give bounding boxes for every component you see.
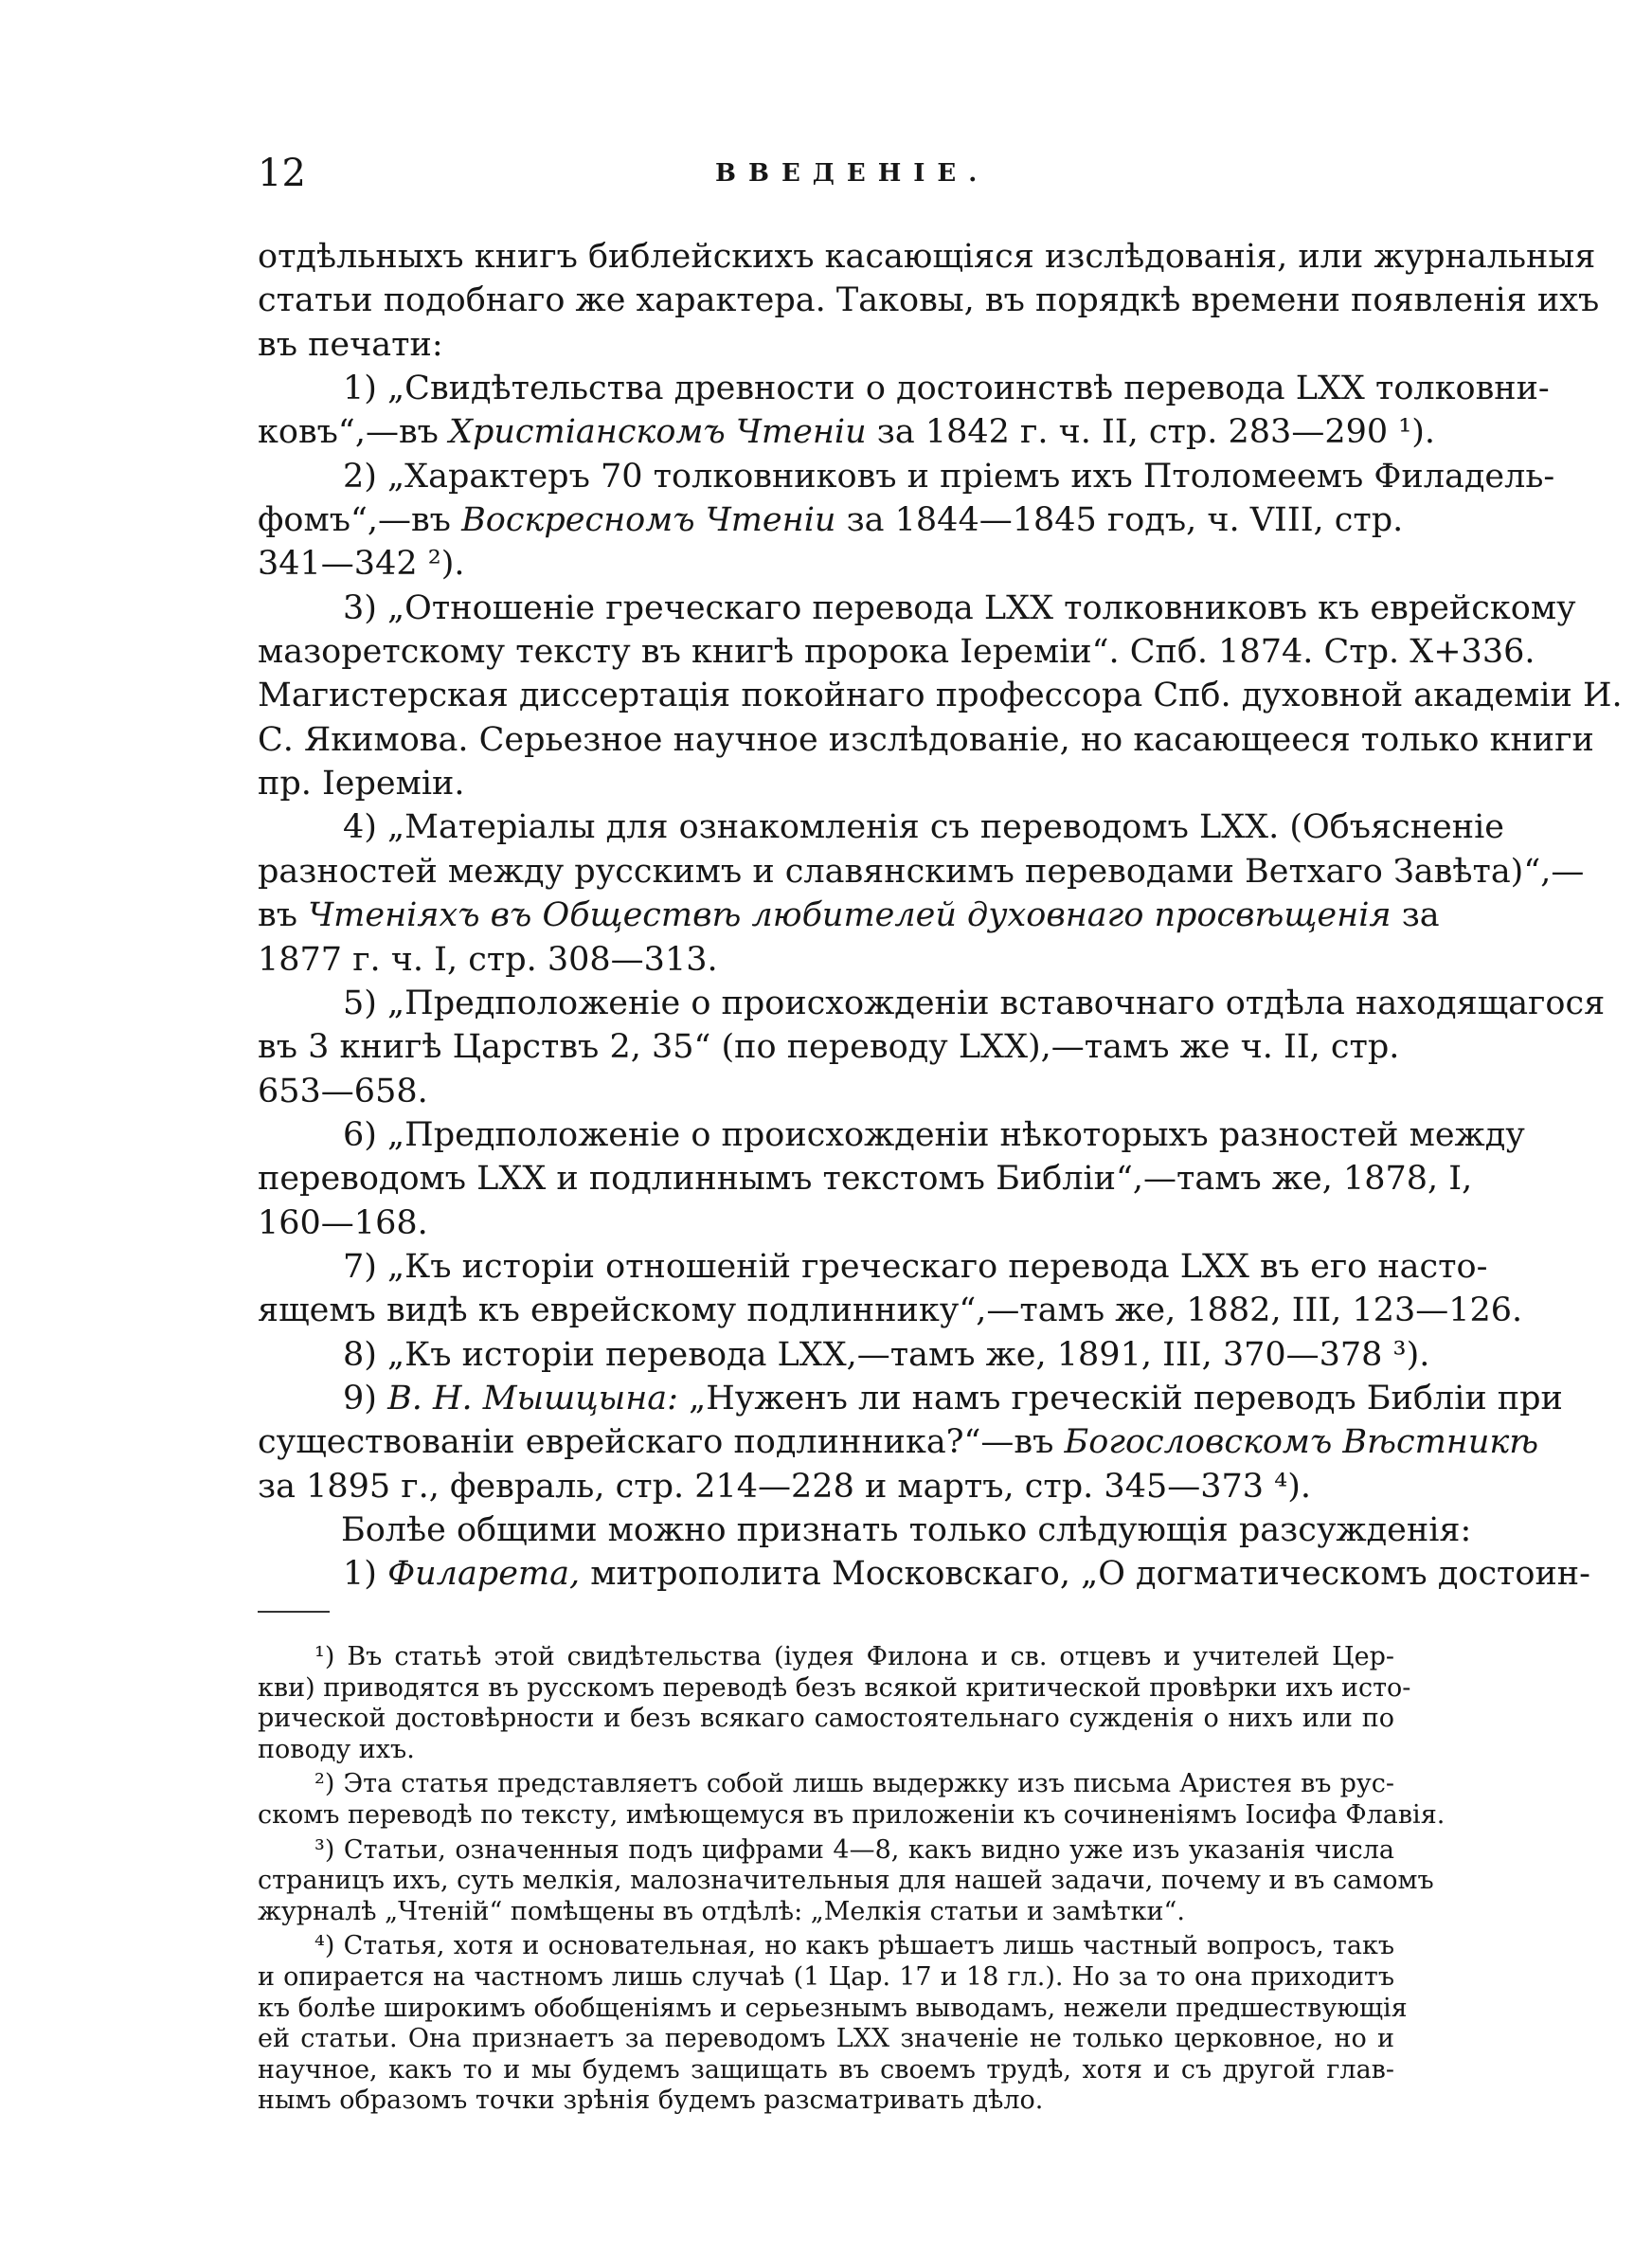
footnote-line: и опирается на частномъ лишь случаѣ (1 Цар. 17 и 18 гл.). Но за то она приходитъ (258, 1961, 1394, 1992)
journal-title: Чтеніяхъ въ Обществѣ любителей духовнаго просвѣщенія (308, 896, 1392, 935)
text-run: 9) (343, 1379, 388, 1417)
footnotes (258, 1642, 1446, 2117)
text-run: за 1842 г. ч. II, стр. 283—290 ¹). (866, 413, 1436, 452)
text-run: въ (258, 896, 309, 935)
text-line: 2) „Характеръ 70 толковниковъ и пріемъ ихъ Птоломеемъ Филадель- (343, 457, 1555, 496)
text-line: 5) „Предположеніе о происхожденіи вставочнаго отдѣла находящагося (343, 984, 1606, 1022)
text-run: митрополита Московскаго, „О догматическомъ достоин- (580, 1555, 1590, 1594)
text-run: 1) (343, 1555, 388, 1594)
footnote-line: страницъ ихъ, суть мелкія, малозначительныя для нашей задачи, почему и въ самомъ (258, 1866, 1434, 1896)
text-line: 4) „Матеріалы для ознакомленія съ переводомъ LXX. (Объясненіе (343, 808, 1504, 847)
text-run: фомъ“,—въ (258, 501, 462, 540)
footnote-line: рической достовѣрности и безъ всякаго самостоятельнаго сужденія о нихъ или по (258, 1704, 1394, 1734)
footnote-line: кви) приводятся въ русскомъ переводѣ безъ всякой критической провѣрки ихъ исто- (258, 1672, 1411, 1703)
journal-title: Воскресномъ Чтеніи (461, 501, 836, 540)
footnote-line: ¹) Въ статьѣ этой свидѣтельства (іудея Филона и св. отцевъ и учителей Цер- (314, 1642, 1394, 1671)
text-run: ковъ“,—въ (258, 413, 450, 452)
text-line: Магистерская диссертація покойнаго профессора Спб. духовной академіи И. (258, 677, 1623, 715)
text-line: Болѣе общими можно признать только слѣдующія разсужденія: (341, 1510, 1472, 1549)
text-run: существованіи еврейскаго подлинника?“—въ (258, 1423, 1065, 1462)
text-line: 160—168. (258, 1203, 428, 1242)
text-run: за (1391, 896, 1440, 935)
footnote-line: поводу ихъ. (258, 1734, 415, 1764)
footnote-line: ²) Эта статья представляетъ собой лишь выдержку изъ письма Аристея въ рус- (314, 1769, 1394, 1799)
text-line: отдѣльныхъ книгъ библейскихъ касающіяся изслѣдованія, или журнальныя (258, 238, 1596, 276)
page-number: 12 (258, 152, 306, 195)
text-line: 341—342 ²). (258, 545, 465, 584)
text-line: за 1895 г., февраль, стр. 214—228 и мартъ, стр. 345—373 ⁴). (258, 1467, 1311, 1506)
text-line: С. Якимова. Серьезное научное изслѣдованіе, но касающееся только книги (258, 720, 1594, 759)
footnote-line: нымъ образомъ точки зрѣнія будемъ разсматривать дѣло. (258, 2085, 1044, 2116)
footnote-line: скомъ переводѣ по тексту, имѣющемуся въ приложеніи къ сочиненіямъ Іосифа Флавія. (258, 1799, 1446, 1830)
text-line: 7) „Къ исторіи отношеній греческаго перевода LXX въ его насто- (343, 1247, 1488, 1286)
text-line: 6) „Предположеніе о происхожденіи нѣкоторыхъ разностей между (343, 1115, 1525, 1154)
text-line: ящемъ видѣ къ еврейскому подлиннику“,—тамъ же, 1882, III, 123—126. (258, 1291, 1523, 1330)
author-name: В. Н. Мышцына: (387, 1379, 678, 1417)
text-line: переводомъ LXX и подлиннымъ текстомъ Библіи“,—тамъ же, 1878, I, (258, 1160, 1473, 1199)
journal-title: Богословскомъ Вѣстникѣ (1064, 1423, 1539, 1462)
page-header (0, 150, 1652, 197)
text-line: пр. Іереміи. (258, 765, 465, 803)
text-line (258, 410, 1436, 454)
text-line: 1877 г. ч. I, стр. 308—313. (258, 940, 718, 979)
text-run: „Нуженъ ли намъ греческій переводъ Библіи при (677, 1379, 1563, 1417)
text-run: за 1844—1845 годъ, ч. VIII, стр. (835, 501, 1404, 540)
author-name: Филарета, (387, 1555, 581, 1594)
running-head: ВВЕДЕНІЕ. (715, 159, 990, 188)
footnote-line: научное, какъ то и мы будемъ защищать въ своемъ трудѣ, хотя и съ другой глав- (258, 2054, 1394, 2085)
footnote-line: ей статьи. Она признаетъ за переводомъ LXX значеніе не только церковное, но и (258, 2024, 1394, 2054)
journal-title: Христіанскомъ Чтеніи (449, 413, 867, 452)
text-line (258, 894, 1440, 937)
text-line: въ 3 книгѣ Царствъ 2, 35“ (по переводу LXX),—тамъ же ч. II, стр. (258, 1028, 1400, 1067)
text-line (258, 498, 1404, 542)
text-line: 653—658. (258, 1072, 428, 1110)
footnote-line: ⁴) Статья, хотя и основательная, но какъ рѣшаетъ лишь частный вопросъ, такъ (314, 1931, 1394, 1961)
text-line: 1) „Свидѣтельства древности о достоинствѣ перевода LXX толковни- (343, 370, 1550, 408)
text-line: разностей между русскимъ и славянскимъ переводами Ветхаго Завѣта)“,— (258, 852, 1585, 891)
footnote-line: ³) Статьи, означенныя подъ цифрами 4—8, какъ видно уже изъ указанія числа (314, 1834, 1394, 1865)
footnote-divider (258, 1611, 330, 1613)
footnote-line: къ болѣе широкимъ обобщеніямъ и серьезнымъ выводамъ, нежели предшествующія (258, 1993, 1408, 2023)
text-line: мазоретскому тексту въ книгѣ пророка Іереміи“. Спб. 1874. Стр. X+336. (258, 633, 1535, 672)
text-line (258, 1552, 1590, 1596)
text-line: въ печати: (258, 325, 443, 364)
text-line: 8) „Къ исторіи перевода LXX,—тамъ же, 1891, III, 370—378 ³). (343, 1335, 1430, 1374)
text-line: 3) „Отношеніе греческаго перевода LXX толковниковъ къ еврейскому (343, 588, 1576, 627)
footnote-line: журналѣ „Чтеній“ помѣщены въ отдѣлѣ: „Мелкія статьи и замѣтки“. (258, 1896, 1185, 1926)
text-line (258, 1377, 1563, 1420)
main-text (258, 235, 1623, 1597)
text-line (258, 1420, 1539, 1464)
text-line: статьи подобнаго же характера. Таковы, въ порядкѣ времени появленія ихъ (258, 281, 1600, 320)
